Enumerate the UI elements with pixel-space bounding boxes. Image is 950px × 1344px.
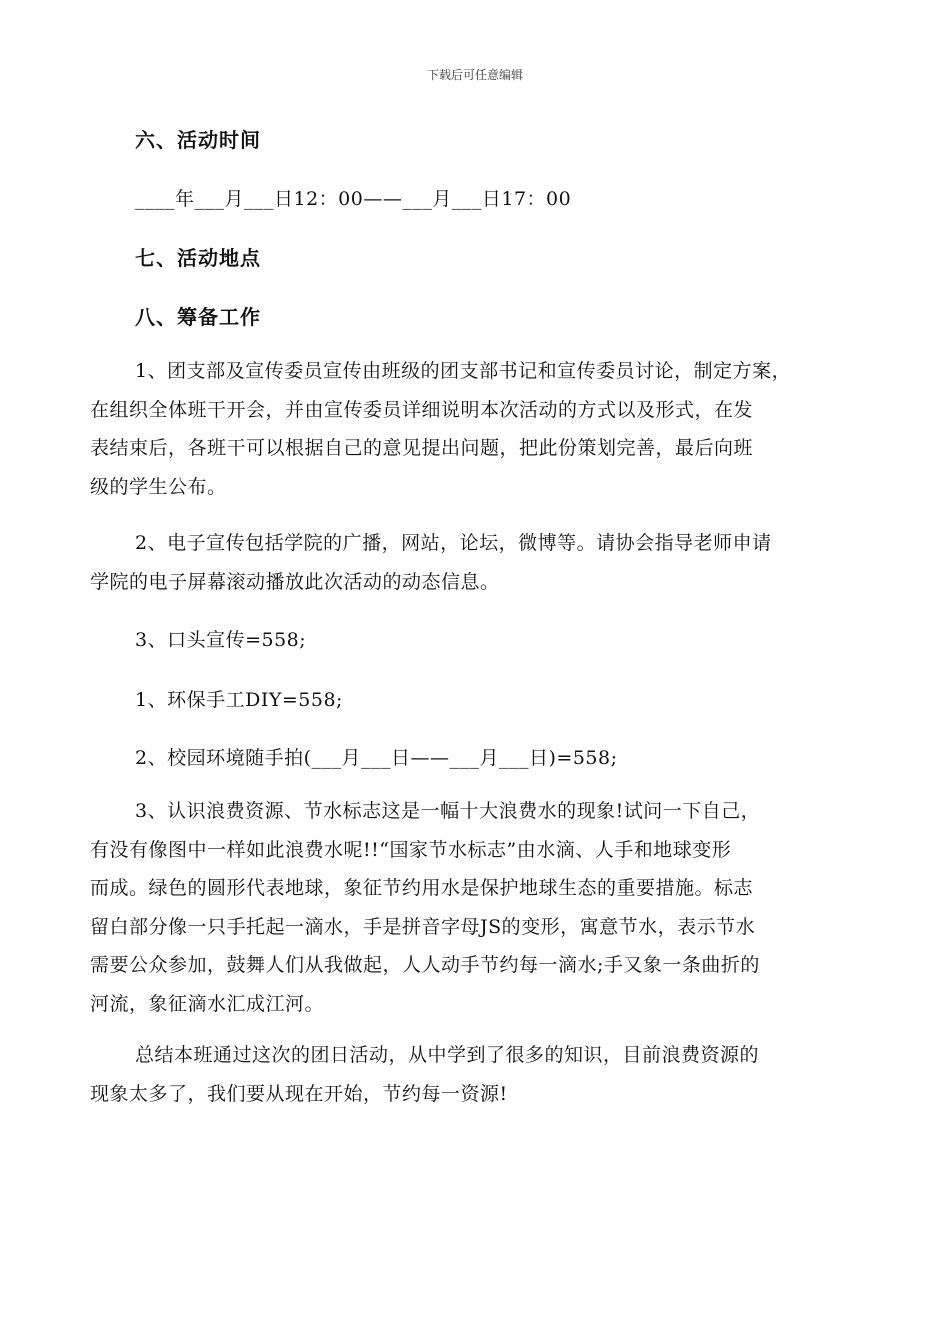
paragraph-line: 需要公众参加，鼓舞人们从我做起，人人动手节约每一滴水;手又象一条曲折的 bbox=[90, 954, 760, 976]
paragraph-water-saving-logo bbox=[90, 792, 890, 1023]
paragraph-publicity-committee bbox=[90, 352, 890, 506]
section-heading-time: 六、活动时间 bbox=[135, 128, 261, 152]
paragraph-line: 现象太多了，我们要从现在开始，节约每一资源! bbox=[90, 1082, 508, 1105]
paragraph-line: 1、团支部及宣传委员宣传由班级的团支部书记和宣传委员讨论，制定方案， bbox=[135, 360, 792, 382]
page-header: 下载后可任意编辑 bbox=[426, 68, 523, 82]
paragraph-summary bbox=[90, 1036, 890, 1113]
paragraph-line: 2、电子宣传包括学院的广播，网站，论坛，微博等。请协会指导老师申请 bbox=[135, 532, 772, 554]
section-heading-preparation: 八、筹备工作 bbox=[135, 305, 261, 329]
paragraph-line: 3、认识浪费资源、节水标志这是一幅十大浪费水的现象!试问一下自己， bbox=[135, 800, 761, 822]
paragraph-line: 学院的电子屏幕滚动播放此次活动的动态信息。 bbox=[90, 570, 500, 593]
paragraph-line: 总结本班通过这次的团日活动，从中学到了很多的知识，目前浪费资源的 bbox=[135, 1044, 760, 1066]
activity-time-value: ____年___月___日12：00——___月___日17：00 bbox=[135, 188, 572, 210]
item-eco-handcraft: 1、环保手工DIY=558; bbox=[135, 689, 343, 711]
paragraph-line: 表结束后，各班干可以根据自己的意见提出问题，把此份策划完善，最后向班 bbox=[90, 437, 754, 459]
item-oral-publicity: 3、口头宣传=558; bbox=[135, 629, 307, 651]
paragraph-line: 在组织全体班干开会，并由宣传委员详细说明本次活动的方式以及形式，在发 bbox=[90, 398, 754, 421]
item-campus-photo: 2、校园环境随手拍(___月___日——___月___日)=558; bbox=[135, 747, 618, 769]
paragraph-line: 有没有像图中一样如此浪费水呢!!“国家节水标志”由水滴、人手和地球变形 bbox=[90, 838, 732, 861]
paragraph-line: 而成。绿色的圆形代表地球，象征节约用水是保护地球生态的重要措施。标志 bbox=[90, 877, 754, 899]
paragraph-line: 河流，象征滴水汇成江河。 bbox=[90, 992, 325, 1015]
paragraph-line: 级的学生公布。 bbox=[90, 475, 227, 498]
paragraph-electronic-publicity bbox=[90, 524, 890, 601]
section-heading-place: 七、活动地点 bbox=[135, 246, 261, 270]
paragraph-line: 留白部分像一只手托起一滴水，手是拼音字母JS的变形，寓意节水，表示节水 bbox=[90, 915, 756, 938]
